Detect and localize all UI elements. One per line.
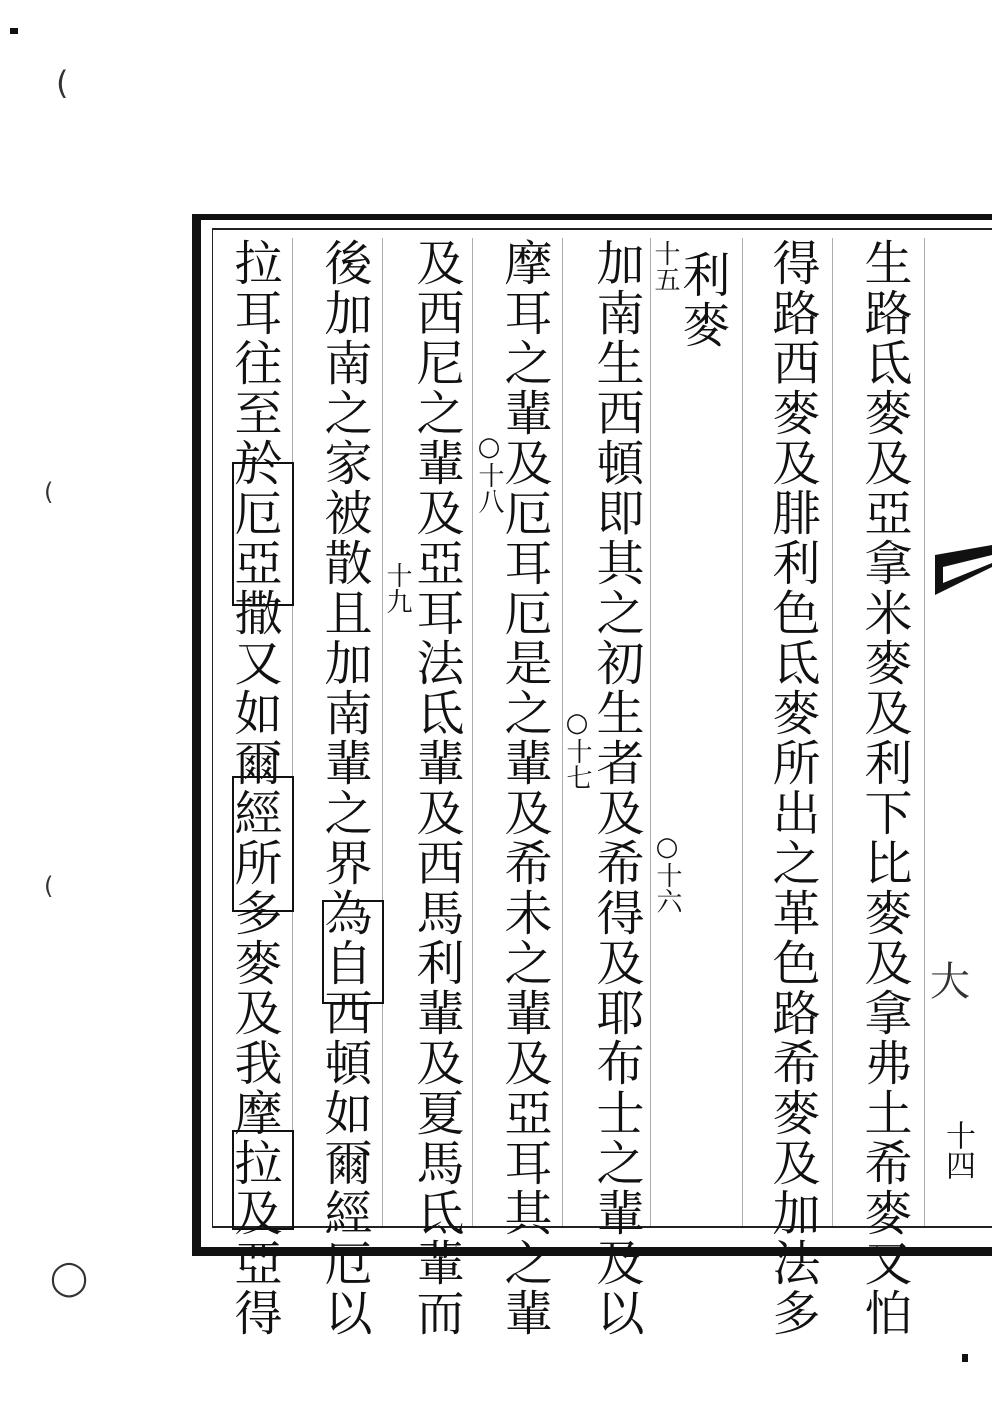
- inner-rule: [212, 228, 213, 1228]
- column-divider: [924, 238, 925, 1226]
- column-divider: [382, 238, 383, 1226]
- name-box: [232, 462, 294, 606]
- punch-hole-mark: (: [44, 478, 54, 506]
- text-column-5: 摩耳之輩及厄耳厄是之輩及希未之輩及亞耳其之輩: [496, 238, 552, 1338]
- text-column-2: 得路西麥及腓利色氐麥所出之革色路希麥及加法多: [764, 238, 820, 1338]
- column-divider: [742, 238, 743, 1226]
- name-box: [322, 900, 384, 1004]
- verse-marker-19: 十九: [382, 562, 412, 614]
- top-rule: [212, 228, 992, 230]
- name-box: [232, 1130, 294, 1230]
- text-column-1: 生路氐麥及亞拿米麥及利下比麥及拿弗土希麥又怕: [856, 238, 912, 1338]
- verse-marker-15: 十五: [650, 240, 680, 292]
- margin-page-number: 十四: [940, 1120, 975, 1180]
- punch-hole-mark: (: [56, 64, 69, 102]
- scan-speck: [10, 28, 18, 34]
- column-divider: [292, 238, 293, 1226]
- column-divider: [650, 238, 651, 1226]
- punch-hole-mark: ◯: [50, 1258, 89, 1298]
- verse-marker-16: ○十六: [652, 832, 682, 914]
- verse-marker-17: ○十七: [562, 708, 592, 790]
- text-column-7: 後加南之家被散且加南輩之界為自西頓如爾經厄以: [316, 238, 372, 1338]
- column-divider: [472, 238, 473, 1226]
- scan-speck: [962, 1354, 968, 1362]
- text-column-3: 利麥: [674, 250, 730, 350]
- text-column-4: 加南生西頓即其之初生者及希得及耶布士之輩及以: [588, 238, 644, 1338]
- column-divider: [832, 238, 833, 1226]
- name-box: [232, 776, 294, 912]
- text-column-6: 及西尼之輩及亞耳法氐輩及西馬利輩及夏馬氐輩而: [408, 238, 464, 1338]
- side-character: 大: [930, 959, 970, 1005]
- text-column-8: 拉耳往至於厄亞撒又如爾經所多麥及我摩拉及亞得: [226, 238, 282, 1338]
- verse-marker-18: ○十八: [474, 432, 504, 514]
- fishtail-ornament-icon: [935, 545, 992, 595]
- punch-hole-mark: (: [44, 872, 54, 900]
